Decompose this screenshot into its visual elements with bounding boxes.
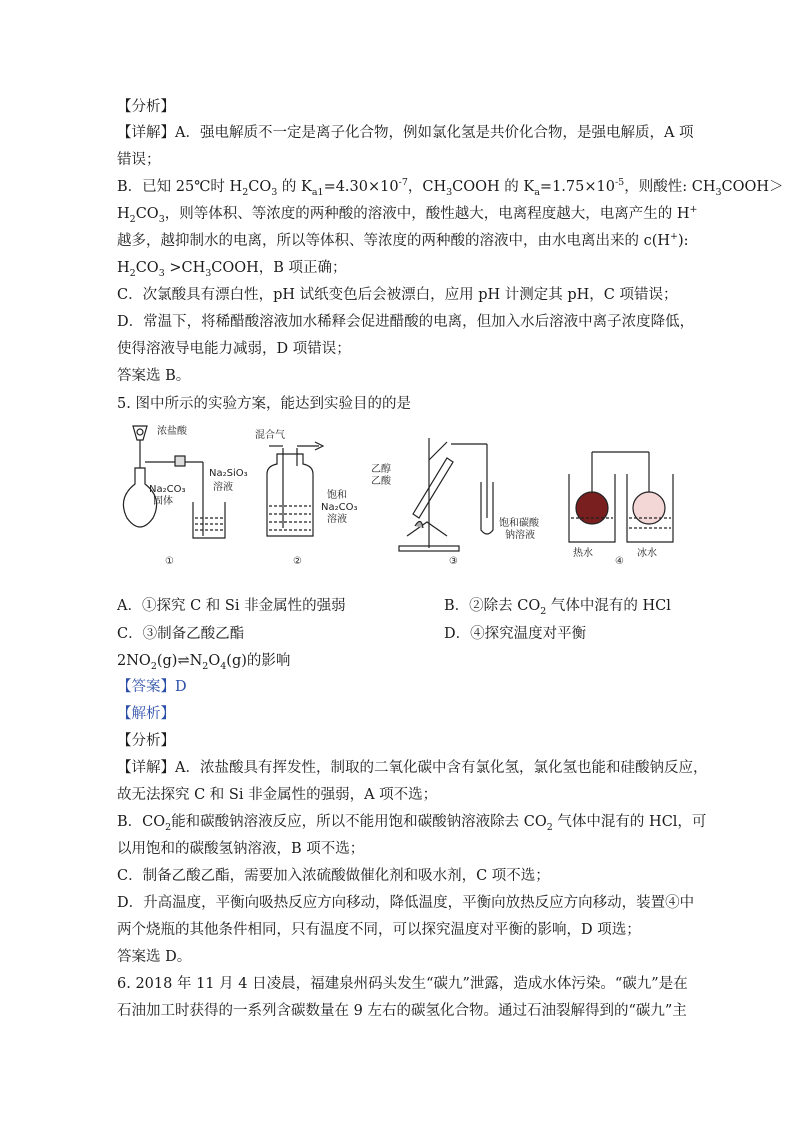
option-d-cont: $2NO_2(g)\rightleftharpoons N_2O_4(g)$的影响: [117, 653, 291, 672]
question-6-line: 石油加工时获得的一系列含碳数量在 9 左右的碳氢化合物。通过石油裂解得到的“碳九”主: [117, 1003, 687, 1019]
label-solid: 固体: [153, 496, 173, 507]
label-n4: ④: [615, 556, 624, 567]
label-n3: ③: [449, 556, 458, 567]
detail-line: 错误；: [117, 152, 161, 168]
label-ethanol: 乙醇: [371, 464, 391, 475]
jiexi-tag: 【解析】: [117, 706, 175, 722]
detail-line-c: C．次氯酸具有漂白性，pH 试纸变色后会被漂白，应用 pH 计测定其 pH，C 项错误；: [117, 287, 678, 303]
label-na2sio3: Na₂SiO₃: [209, 468, 248, 479]
label-ice-water: 冰水: [637, 548, 657, 559]
label-solution: 溶液: [213, 482, 233, 493]
detail-line-d1: D．常温下，将稀醋酸溶液加水稀释会促进醋酸的电离，但加入水后溶液中离子浓度降低，: [117, 314, 695, 330]
detail-line-b3: 越多，越抑制水的电离，所以等体积、等浓度的两种酸的溶液中，由水电离出来的 c(H+):: [117, 231, 689, 249]
answer-line: 答案选 D。: [117, 949, 192, 965]
question-6-line: 6. 2018 年 11 月 4 日凌晨，福建泉州码头发生“碳九”泄露，造成水体污染。“碳九”是在: [117, 976, 688, 992]
label-saturated: 饱和: [327, 490, 347, 501]
detail-line: C．制备乙酸乙酯，需要加入浓硫酸做催化剂和吸水剂，C 项不选；: [117, 868, 550, 884]
option-b: B．②除去 $CO_2$ 气体中混有的 HCl: [444, 598, 671, 617]
apparatus-figure: [117, 418, 677, 568]
answer-line: 答案选 B。: [117, 368, 191, 384]
label-acetic: 乙酸: [371, 476, 391, 487]
detail-line: 两个烧瓶的其他条件相同，只有温度不同，可以探究温度对平衡的影响，D 项选；: [117, 922, 641, 938]
detail-line: 以用饱和的碳酸氢钠溶液，B 项不选；: [117, 841, 365, 857]
question-5-stem: 5. 图中所示的实验方案，能达到实验目的的是: [117, 396, 411, 412]
option-a: A．①探究 C 和 Si 非金属性的强弱: [117, 598, 346, 614]
label-n1: ①: [165, 556, 174, 567]
detail-line-b1: B．已知 25℃时 $H_2CO_3$ 的 $K_{a1}=4.30\times 10^{-7}$，$CH_3COOH$ 的 $K_a=1.75\times 10^{-5}$，则酸性: $CH_3COOH>$: [117, 177, 784, 198]
detail-line: B．$CO_2$能和碳酸钠溶液反应，所以不能用饱和碳酸钠溶液除去 $CO_2$ 气体中混有的 HCl，可: [117, 814, 707, 833]
detail-line-d2: 使得溶液导电能力减弱，D 项错误；: [117, 341, 351, 357]
detail-line: 【详解】A．浓盐酸具有挥发性，制取的二氧化碳中含有氯化氢，氯化氢也能和硅酸钠反应，: [117, 760, 708, 776]
analysis-heading: 【分析】: [117, 99, 175, 115]
option-d: D．④探究温度对平衡: [444, 626, 587, 642]
label-na2co3-2: Na₂CO₃: [321, 502, 358, 513]
answer-tag: 【答案】D: [117, 679, 187, 695]
detail-line: 【详解】A．强电解质不一定是离子化合物，例如氯化氢是共价化合物，是强电解质，A 项: [117, 125, 694, 141]
label-conc-hcl: 浓盐酸: [157, 426, 187, 437]
analysis-heading: 【分析】: [117, 733, 175, 749]
label-sodium-sol: 钠溶液: [505, 530, 535, 541]
detail-line: D．升高温度，平衡向吸热反应方向移动，降低温度，平衡向放热反应方向移动，装置④中: [117, 895, 695, 911]
label-sat-na2co3: 饱和碳酸: [499, 518, 539, 529]
label-mixed-gas: 混合气: [255, 430, 285, 441]
label-solution-2: 溶液: [327, 514, 347, 525]
detail-line-b4: $H_2CO_3$ $>CH_3COOH$，B 项正确；: [117, 260, 347, 279]
label-na2co3: Na₂CO₃: [149, 484, 186, 495]
label-hot-water: 热水: [573, 548, 593, 559]
option-c: C．③制备乙酸乙酯: [117, 626, 245, 642]
detail-line: 故无法探究 C 和 Si 非金属性的强弱，A 项不选；: [117, 787, 438, 803]
detail-line-b2: $H_2CO_3$，则等体积、等浓度的两种酸的溶液中，酸性越大，电离程度越大，电离产生的 H+: [117, 204, 698, 225]
label-n2: ②: [293, 556, 302, 567]
